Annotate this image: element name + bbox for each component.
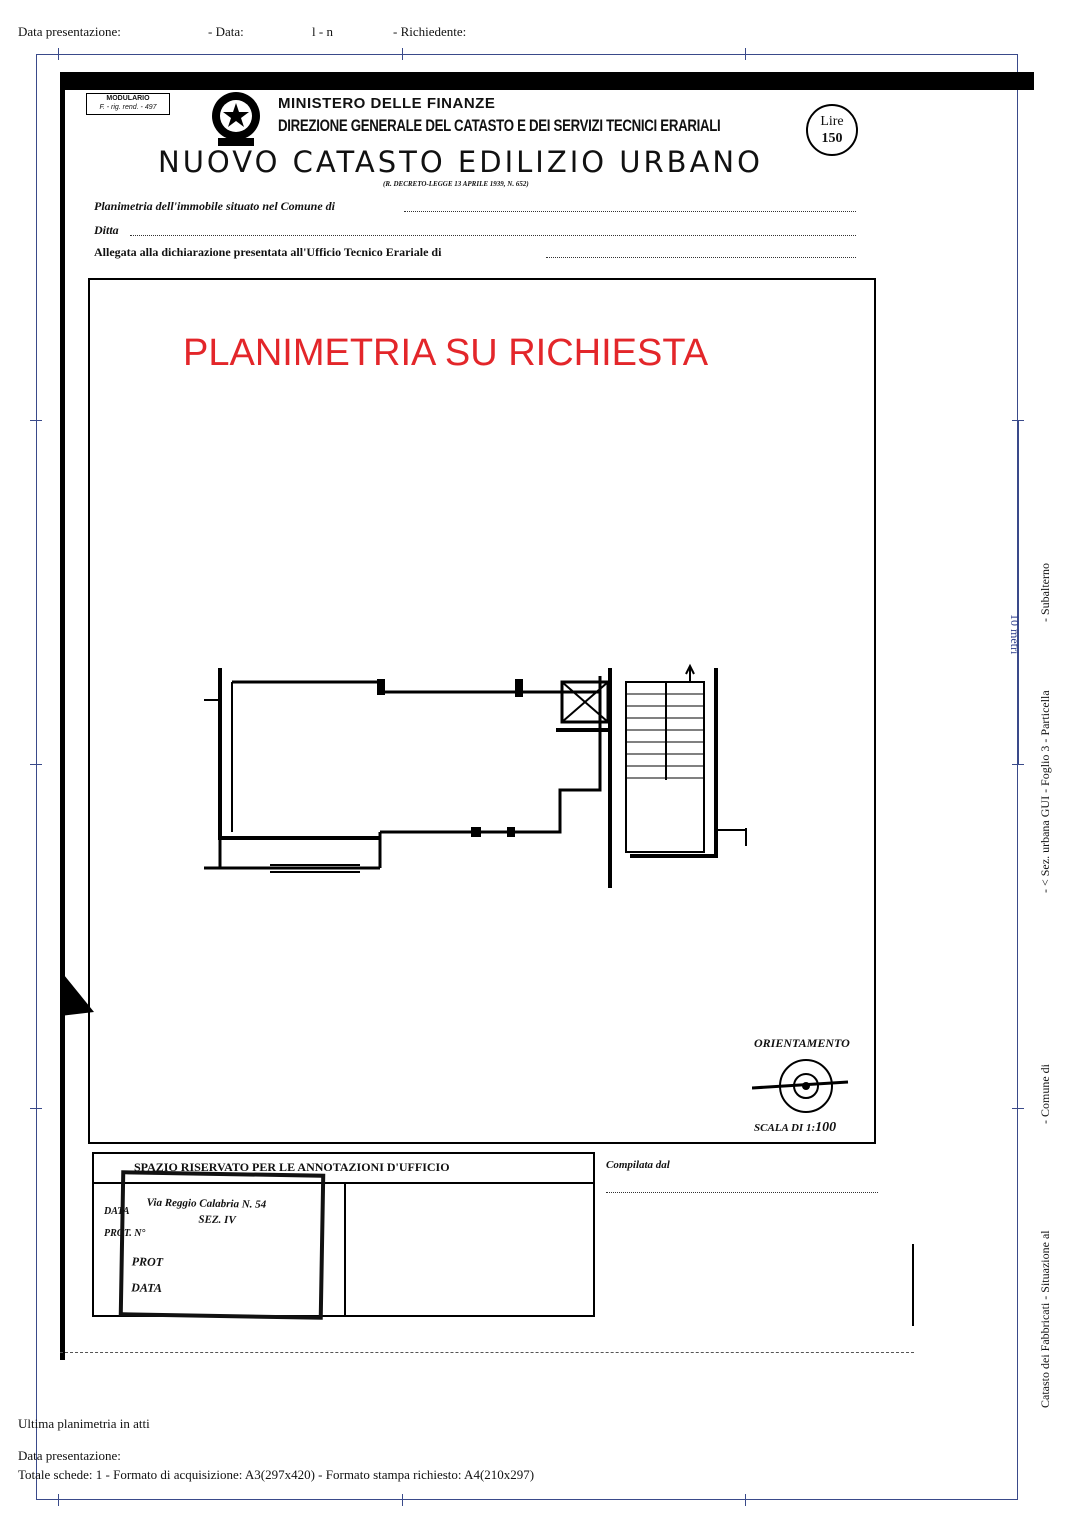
scan-left-edge [60,72,65,1360]
header-data-fragment: l - n [312,24,333,39]
side-sezione: - < Sez. urbana GUI - Foglio 3 - Particella [1038,690,1052,893]
frame-tick [745,48,746,60]
header-data-presentazione: Data presentazione: [18,24,121,39]
frame-tick [1012,1108,1024,1109]
frame-tick [1012,764,1024,765]
header-richiedente: - Richiedente: [393,24,467,39]
republic-emblem-icon [208,86,264,148]
ditta-field [130,235,856,236]
side-scale-label: 10 metri [1008,614,1022,655]
lire-value: 150 [821,131,843,146]
frame-tick [30,1108,42,1109]
frame-tick [402,48,403,60]
ministry-title: MINISTERO DELLE FINANZE [278,95,496,112]
side-mark [912,1244,914,1326]
side-catasto: Catasto dei Fabbricati - Situazione al [1038,1230,1052,1408]
annotations-title: SPAZIO RISERVATO PER LE ANNOTAZIONI D'UFFICIO [134,1160,450,1174]
lire-stamp [806,104,858,156]
compilata-label: Compilata dal [606,1159,670,1171]
scale-prefix: SCALA DI 1: [754,1122,816,1134]
stamp-section: SEZ. IV [198,1213,236,1227]
direzione-title: DIREZIONE GENERALE DEL CATASTO E DEI SERVIZI TECNICI ERARIALI [278,116,721,135]
scale-label [754,1120,836,1136]
scan-top-edge [60,72,1034,90]
annotations-column-line [344,1182,346,1316]
frame-tick [30,764,42,765]
stamp-address: Via Reggio Calabria N. 54 [146,1196,267,1211]
planimetria-label: Planimetria dell'immobile situato nel Comune di [94,199,336,213]
stamp-prot: PROT [131,1254,164,1269]
frame-tick [745,1494,746,1506]
footer-data-presentazione: Data presentazione: [18,1448,121,1463]
modulario-line1: MODULARIO [106,95,150,102]
ditta-label: Ditta [94,223,119,237]
frame-tick [58,48,59,60]
compass-icon [752,1058,852,1118]
orientamento-label: ORIENTAMENTO [754,1036,850,1050]
stamp-data: DATA [131,1280,163,1295]
scale-bar [1018,420,1019,764]
watermark-text: PLANIMETRIA SU RICHIESTA [183,332,709,374]
compilata-field [606,1192,878,1193]
allegata-label: Allegata alla dichiarazione presentata all'Ufficio Tecnico Erariale di [94,245,442,259]
side-subalterno: - Subalterno [1038,563,1052,622]
footer-ultima: Ultima planimetria in atti [18,1416,150,1431]
comune-field [404,211,856,212]
data-label: DATA [104,1206,130,1217]
side-comune: - Comune di [1038,1064,1052,1124]
ufficio-field [546,257,856,258]
office-stamp [119,1170,326,1320]
sheet-bottom-line [60,1352,914,1353]
scale-value: 100 [815,1120,837,1135]
frame-tick [402,1494,403,1506]
header-data: - Data: [208,24,244,39]
modulario-line2: F. - rig. rend. - 497 [99,104,157,111]
frame-tick [30,420,42,421]
decree-reference: (R. DECRETO-LEGGE 13 APRILE 1939, N. 652) [383,180,529,188]
prot-label: PROT. N° [104,1228,146,1239]
lire-label: Lire [820,114,844,129]
floor-plan-drawing [200,660,760,896]
frame-tick [58,1494,59,1506]
footer-totale-schede: Totale schede: 1 - Formato di acquisizione: A3(297x420) - Formato stampa richiesto: A4(210x297) [18,1467,535,1482]
form-title: NUOVO CATASTO EDILIZIO URBANO [158,145,763,179]
modulario-box [86,93,170,115]
